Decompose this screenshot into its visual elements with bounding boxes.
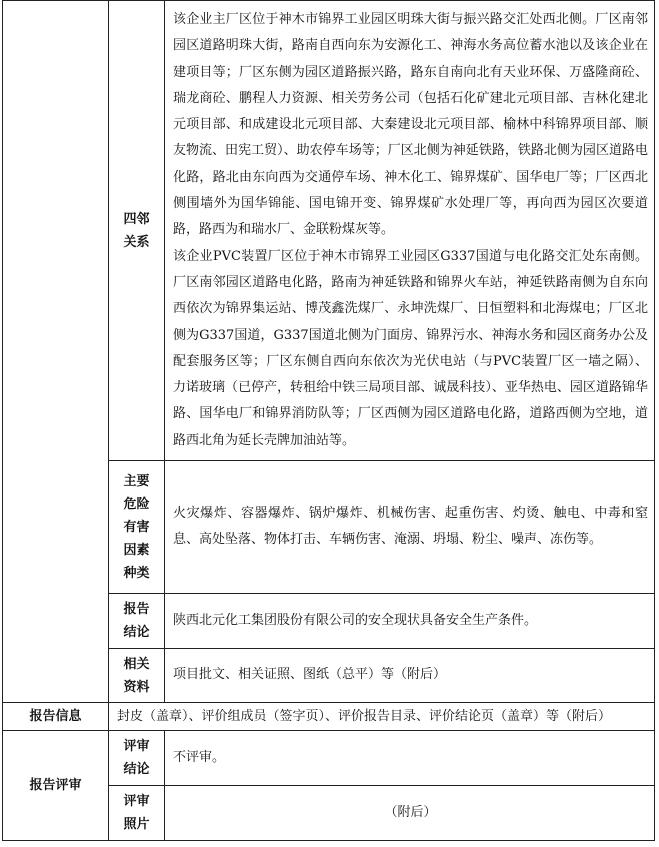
neighbors-content: [165, 1, 655, 461]
review-photo-text: （附后）: [165, 786, 655, 841]
neighbors-paragraph-main: 该企业主厂区位于神木市锦界工业园区明珠大街与振兴路交汇处西北侧。厂区南邻园区道路明珠大街，路南自西向东为安源化工、神海水务高位蓄水池以及该企业在建项目等；厂区东侧为园区道路振兴路，路东自南向北有天业环保、万盛隆商砼、瑞龙商砼、鹏程人力资源、相关劳务公司（包括石化矿建北元项目部、吉林化建北元项目部、和成建设北元项目部、大秦建设北元项目部、榆林中科锦界项目部、顺友物流、田宪工贸）、助农停车场等；厂区北侧为神延铁路，铁路北侧为园区道路电化路，路北由东向西为交通停车场、神木化工、锦界煤矿、国华电厂等；厂区西北侧围墙外为国华锦能、国电锦开变、锦界煤矿水处理厂等，再向西为园区次要道路，路西为和瑞水厂、金联粉煤灰等。: [173, 11, 648, 238]
review-result-label: 评审 结论: [109, 731, 165, 786]
report-review-label: 报告评审: [3, 731, 109, 841]
review-result-text: 不评审。: [165, 731, 655, 786]
materials-text: 项目批文、相关证照、图纸（总平）等（附后）: [165, 649, 655, 703]
hazards-text: 火灾爆炸、容器爆炸、锅炉爆炸、机械伤害、起重伤害、灼烫、触电、中毒和窒息、高处坠落、物体打击、车辆伤害、淹溺、坍塌、粉尘、噪声、冻伤等。: [165, 461, 655, 594]
empty-left-cell: [3, 1, 109, 703]
review-result-row: [3, 731, 655, 786]
review-photo-label: 评审 照片: [109, 786, 165, 841]
report-info-text: 封皮（盖章）、评价组成员（签字页）、评价报告目录、评价结论页（盖章）等（附后）: [109, 703, 655, 731]
neighbors-label: 四邻 关系: [109, 1, 165, 461]
neighbors-paragraph-pvc: 该企业PVC装置厂区位于神木市锦界工业园区G337国道与电化路交汇处东南侧。厂区南邻园区道路电化路，路南为神延铁路和锦界火车站，神延铁路南侧为自东向西依次为锦界集运站、博茂鑫洗煤厂、永坤洗煤厂、日恒塑料和北海煤电；厂区北侧为G337国道，G337国道北侧为门面房、锦界污水、神海水务和园区商务办公及配套服务区等；厂区东侧自西向东依次为光伏电站（与PVC装置厂区一墙之隔）、力诺玻璃（已停产，转租给中铁三局项目部、诚晟科技）、亚华热电、园区道路锦华路、国华电厂和锦界消防队等；厂区西侧为园区道路电化路，道路西侧为空地，道路西北角为延长壳牌加油站等。: [173, 248, 648, 448]
report-info-label: 报告信息: [3, 703, 109, 731]
conclusion-text: 陕西北元化工集团股份有限公司的安全现状具备安全生产条件。: [165, 594, 655, 649]
hazards-label: 主要 危险 有害 因素 种类: [109, 461, 165, 594]
neighbors-row: [3, 1, 655, 461]
materials-label: 相关 资料: [109, 649, 165, 703]
report-info-row: [3, 703, 655, 731]
report-table: [2, 0, 655, 841]
conclusion-label: 报告 结论: [109, 594, 165, 649]
